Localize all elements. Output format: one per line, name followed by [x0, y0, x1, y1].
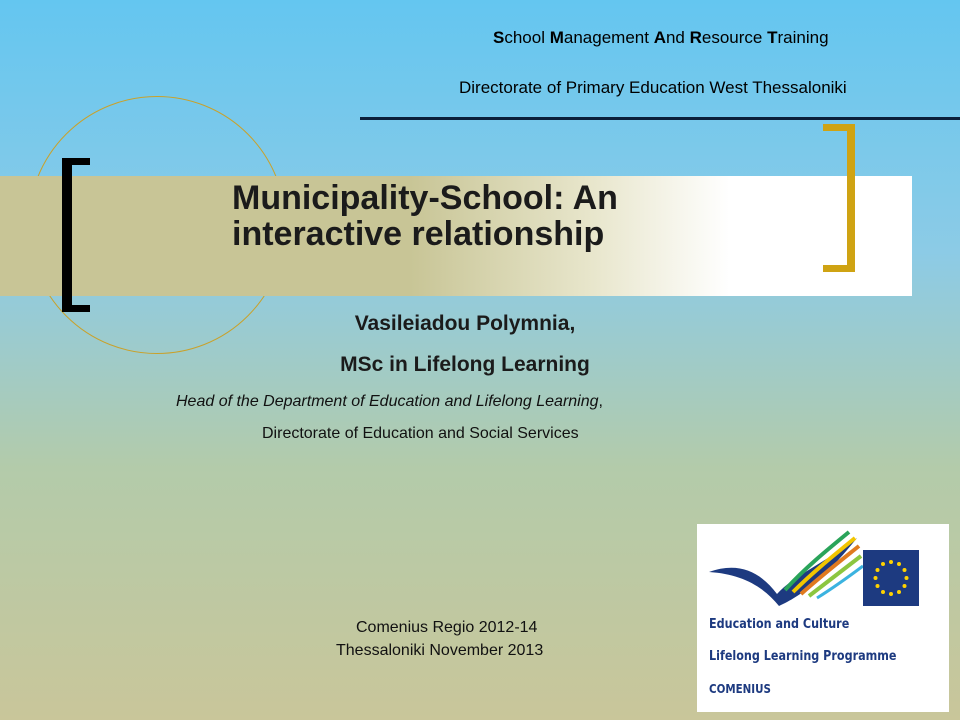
header-divider	[360, 117, 960, 120]
title-line-1: Municipality-School: An	[232, 179, 618, 217]
org-word-school: chool	[504, 28, 550, 47]
eu-programme-logo	[697, 524, 949, 712]
org-initial-a: A	[653, 28, 666, 47]
author-role	[176, 393, 603, 411]
author-role-comma: ,	[598, 393, 603, 410]
logo-text-comenius: COMENIUS	[709, 682, 771, 696]
place-date-label: Thessaloniki November 2013	[336, 642, 544, 659]
slide-title	[232, 180, 618, 252]
org-initial-r: R	[689, 28, 702, 47]
org-name	[493, 28, 829, 48]
org-initial-m: M	[549, 28, 564, 47]
author-name: Vasileiadou Polymnia,	[354, 312, 576, 335]
directorate-name: Directorate of Primary Education West Thessaloniki	[459, 78, 847, 97]
eu-flag-icon	[863, 550, 919, 606]
lifelong-learning-swoosh-icon	[709, 532, 863, 606]
org-initial-s: S	[493, 28, 505, 47]
left-bracket-decoration	[62, 158, 90, 312]
author-degree: MSc in Lifelong Learning	[340, 353, 590, 376]
org-initial-t: T	[767, 28, 778, 47]
org-word-resource: esource	[701, 28, 768, 47]
org-word-and: nd	[665, 28, 690, 47]
logo-text-llp: Lifelong Learning Programme	[709, 649, 897, 664]
right-bracket-decoration	[823, 124, 855, 272]
author-role-text: Head of the Department of Education and Lifelong Learning	[176, 393, 599, 410]
programme-label: Comenius Regio 2012-14	[356, 619, 538, 636]
org-word-management: anagement	[563, 28, 654, 47]
logo-text-education-culture: Education and Culture	[709, 617, 850, 632]
org-word-training: raining	[777, 28, 829, 47]
title-line-2: interactive relationship	[232, 215, 605, 253]
author-department: Directorate of Education and Social Services	[262, 425, 579, 442]
